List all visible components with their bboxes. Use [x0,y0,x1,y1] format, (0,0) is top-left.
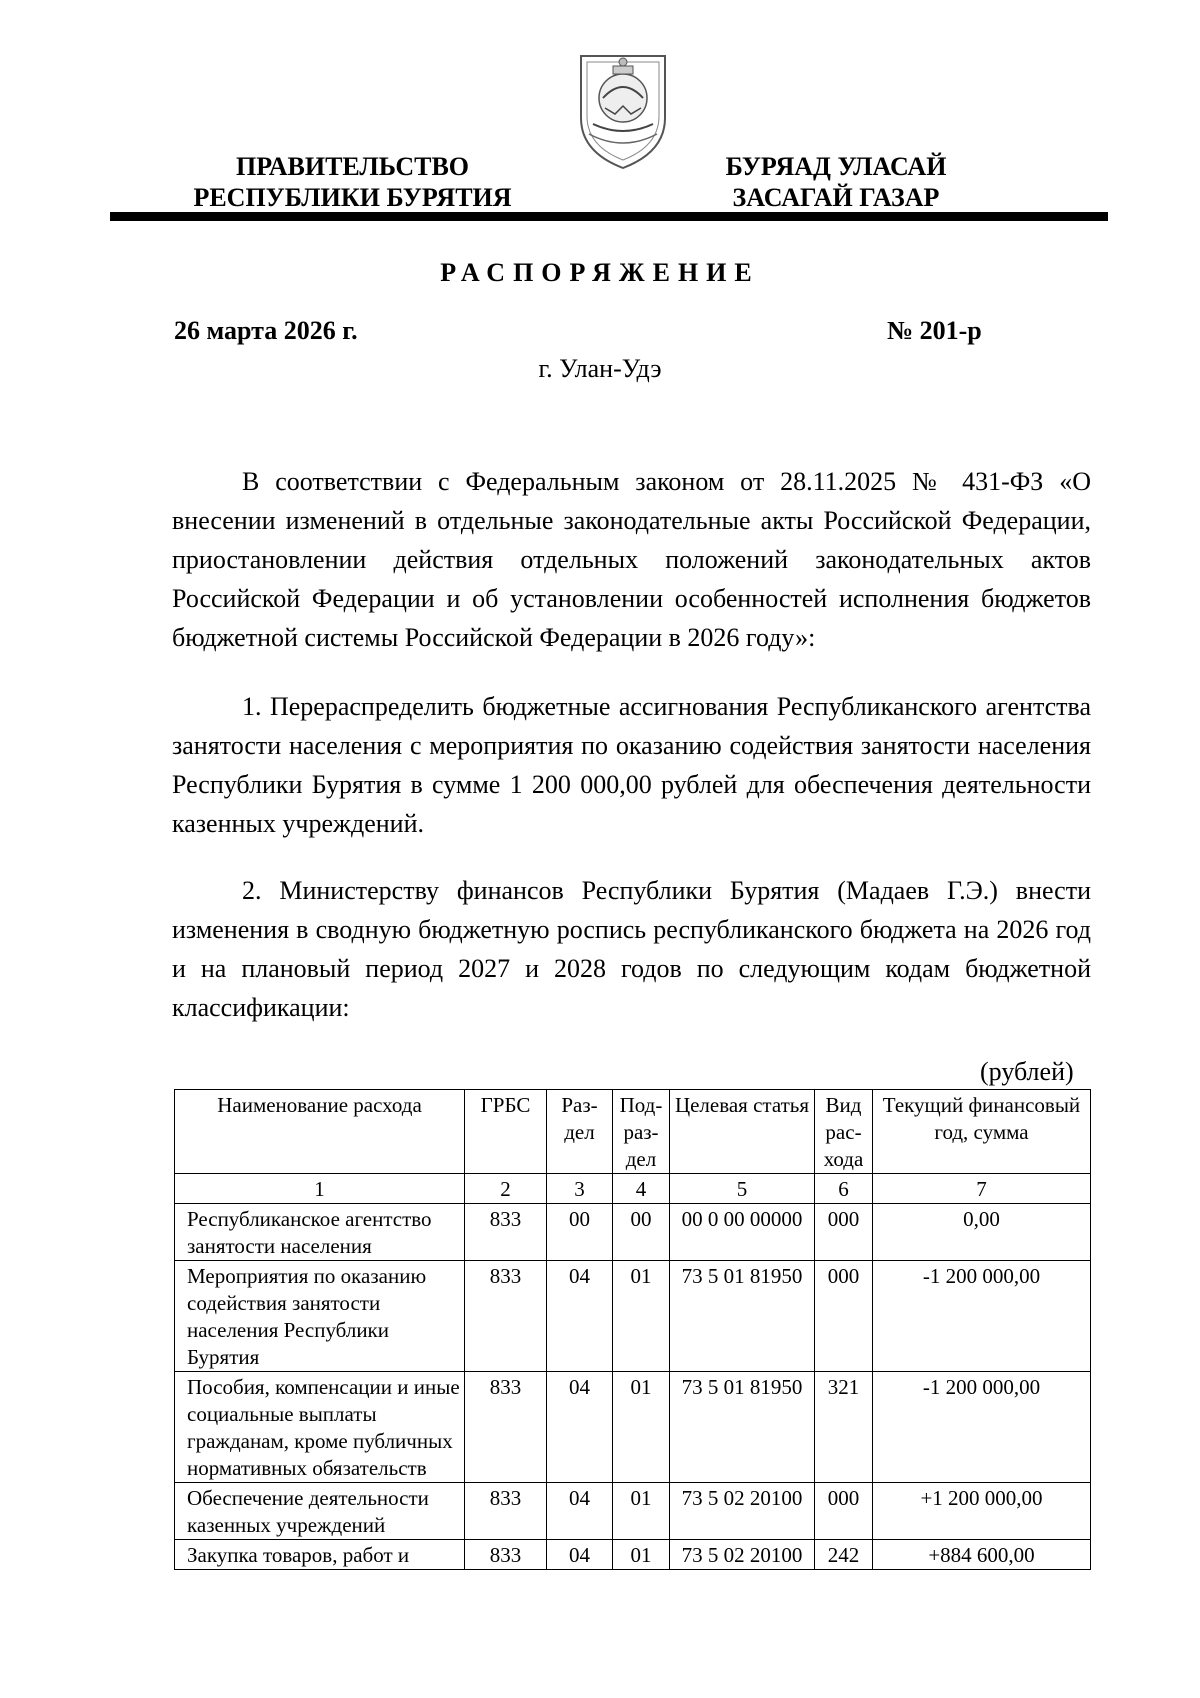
cell-razdel: 04 [547,1540,613,1570]
col-number: 2 [465,1174,547,1204]
item-1-paragraph: 1. Перераспределить бюджетные ассигнования Республиканского агентства занятости населения с мероприятия по оказанию содействия занятости населения Республики Бурятия в сумме 1 200 000,00 рублей для обеспечения деятельности казенных учреждений. [172,692,1091,838]
intro-paragraph: В соответствии с Федеральным законом от 28.11.2025 № 431-ФЗ «О внесении изменений в отдельные законодательные акты Российской Федерации, приостановлении действия отдельных положений законодательных актов Российской Федерации и об установлении особенностей исполнения бюджетов бюджетной системы Российской Федерации в 2026 году»: [172,467,1091,652]
cell-vid: 000 [815,1483,873,1540]
header-sum: Текущий финансовый год, сумма [873,1090,1091,1174]
cell-grbs: 833 [465,1261,547,1372]
document-title: РАСПОРЯЖЕНИЕ [440,258,760,287]
header-podrazdel: Под-раз-дел [613,1090,670,1174]
cell-razdel: 04 [547,1372,613,1483]
cell-sum: -1 200 000,00 [873,1261,1091,1372]
cell-grbs: 833 [465,1483,547,1540]
cell-name: Пособия, компенсации и иные социальные выплаты гражданам, кроме публичных нормативных обязательств [175,1372,465,1483]
government-name-bua [705,151,967,213]
cell-target: 73 5 02 20100 [670,1540,815,1570]
cell-vid: 000 [815,1261,873,1372]
cell-razdel: 04 [547,1483,613,1540]
item-2-paragraph: 2. Министерству финансов Республики Бурятия (Мадаев Г.Э.) внести изменения в сводную бюджетную роспись республиканского бюджета на 2026 год и на плановый период 2027 и 2028 годов по следующим кодам бюджетной классификации: [172,876,1091,1022]
budget-table [174,1089,1091,1570]
cell-podrazdel: 00 [613,1204,670,1261]
document-city: г. Улан-Удэ [538,354,662,383]
cell-target: 73 5 01 81950 [670,1372,815,1483]
table-row [175,1483,1091,1540]
header-vid: Вид рас-хода [815,1090,873,1174]
cell-sum: +884 600,00 [873,1540,1091,1570]
header-razdel: Раз-дел [547,1090,613,1174]
cell-sum: 0,00 [873,1204,1091,1261]
cell-name: Обеспечение деятельности казенных учреждений [175,1483,465,1540]
cell-sum: -1 200 000,00 [873,1372,1091,1483]
table-header-row [175,1090,1091,1174]
government-name-bua-line1: БУРЯАД УЛАСАЙ [725,152,947,181]
header-grbs: ГРБС [465,1090,547,1174]
cell-target: 73 5 02 20100 [670,1483,815,1540]
col-number: 3 [547,1174,613,1204]
cell-target: 00 0 00 00000 [670,1204,815,1261]
col-number: 6 [815,1174,873,1204]
header-name: Наименование расхода [175,1090,465,1174]
col-number: 4 [613,1174,670,1204]
col-number: 7 [873,1174,1091,1204]
coat-of-arms-emblem [575,48,671,172]
government-name-bua-line2: ЗАСАГАЙ ГАЗАР [732,183,940,212]
col-number: 5 [670,1174,815,1204]
table-row [175,1372,1091,1483]
table-row [175,1261,1091,1372]
cell-razdel: 04 [547,1261,613,1372]
cell-target: 73 5 01 81950 [670,1261,815,1372]
cell-razdel: 00 [547,1204,613,1261]
cell-podrazdel: 01 [613,1483,670,1540]
cell-grbs: 833 [465,1372,547,1483]
cell-grbs: 833 [465,1540,547,1570]
document-date: 26 марта 2026 г. [174,316,358,345]
col-number: 1 [175,1174,465,1204]
document-number: № 201-р [887,316,982,345]
cell-name: Мероприятия по оказанию содействия занятости населения Республики Бурятия [175,1261,465,1372]
government-name-ru-line1: ПРАВИТЕЛЬСТВО [235,152,470,181]
government-name-ru [160,151,545,213]
government-name-ru-line2: РЕСПУБЛИКИ БУРЯТИЯ [193,183,512,212]
cell-vid: 242 [815,1540,873,1570]
header-target: Целевая статья [670,1090,815,1174]
cell-podrazdel: 01 [613,1372,670,1483]
cell-name: Закупка товаров, работ и [175,1540,465,1570]
cell-podrazdel: 01 [613,1261,670,1372]
table-row [175,1540,1091,1570]
cell-vid: 321 [815,1372,873,1483]
header-divider [110,212,1108,221]
cell-grbs: 833 [465,1204,547,1261]
table-row [175,1204,1091,1261]
table-unit-label: (рублей) [980,1057,1074,1086]
table-numbering-row [175,1174,1091,1204]
cell-name: Республиканское агентство занятости населения [175,1204,465,1261]
cell-vid: 000 [815,1204,873,1261]
cell-sum: +1 200 000,00 [873,1483,1091,1540]
cell-podrazdel: 01 [613,1540,670,1570]
